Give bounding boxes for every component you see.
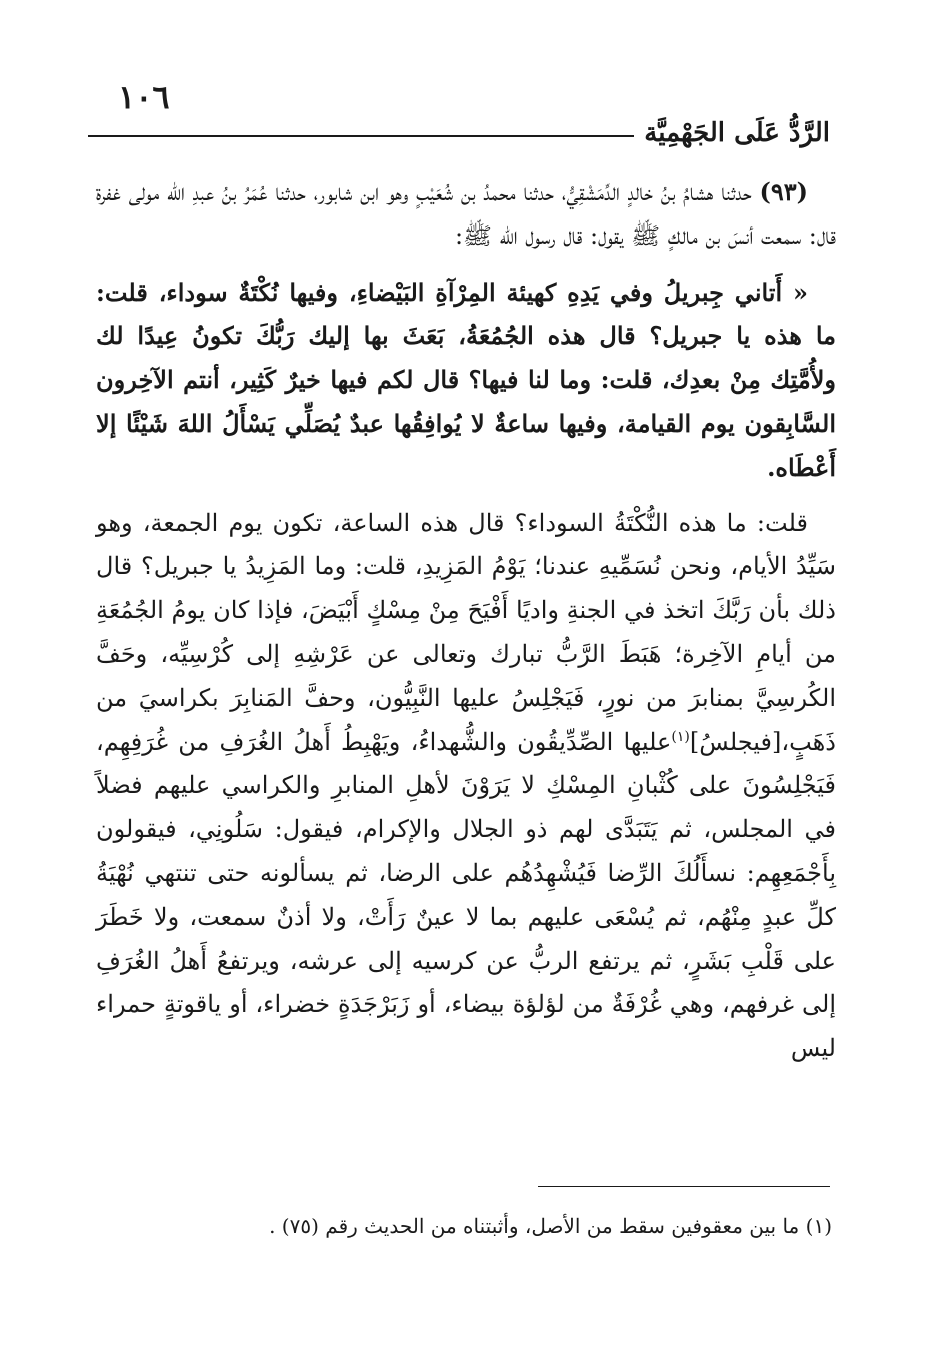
continuation-text-part1: قلت: ما هذه النُّكْتَةُ السوداء؟ قال هذه الساعة، تكون يوم الجمعة، وهو سَيِّدُ الأيام، ونحن نُسَمِّيهِ عندنا؛ يَوْمُ المَزِيدِ، قلت: وما المَزِيدُ يا جبريل؟ قال ذلك بأن رَبَّكَ اتخذ في الجنةِ واديًا أَفْيَحَ مِنْ مِسْكٍ أَبْيَضَ، فإذا كان يومُ الجُمُعَةِ من أيامِ الآخِرة؛ هَبَطَ الرَّبُّ تبارك وتعالى عن عَرْشِهِ إلى كُرْسِيِّه، وحَفَّ الكُرسِيَّ بمنابرَ من نورٍ، فَيَجْلِسُ عليها النَّبِيُّون، وحفَّ المَنابِرَ بكراسيَ من ذَهَبٍ،[فيجلسُ] bbox=[96, 508, 836, 756]
running-header bbox=[88, 118, 830, 148]
paragraph-hadith-isnad bbox=[96, 170, 836, 259]
running-header-title: الرَّدُّ عَلَى الجَهْمِيَّة bbox=[644, 118, 830, 148]
footnote: (١) ما بين معقوفين سقط من الأصل، وأثبتناه من الحديث رقم (٧٥) . bbox=[269, 1214, 832, 1238]
continuation-text-part2: عليها الصِّدِّيقُون والشُّهداءُ، ويَهْبِطُ أَهلُ الغُرَفِ من غُرَفِهِم، فَيَجْلِسُونَ على كُثْبانِ المِسْكِ لا يَرَوْنَ لأهلِ المنابرِ والكراسي عليهم فضلاً في المجلس، ثم يَتَبَدَّى لهم ذو الجلال والإكرام، فيقول: سَلُونِي، فيقولون بِأَجْمَعِهِم: نسأَلُكَ الرِّضا فَيُشْهِدُهُم على الرضا، ثم يسألونه حتى تنتهي نُهْيَةُ كلِّ عبدٍ مِنْهُم، ثم يُسْعَى عليهم بما لا عينٌ رَأَتْ، ولا أذنٌ سمعت، ولا خَطَرَ على قَلْبِ بَشَرٍ، ثم يرتفع الربُّ عن كرسيه إلى عرشه، ويرتفعُ أَهلُ الغُرَفِ إلى غرفهم، وهي غُرْفَةٌ من لؤلؤة بيضاء، أو زَبَرْجَدَةٍ خضراء، أو ياقوتةٍ حمراء ليس bbox=[96, 727, 836, 1063]
footnote-marker: (١) bbox=[671, 728, 690, 745]
isnad-text: حدثنا هشامُ بنُ خالدٍ الدِّمَشْقِيُّ، حدثنا محمدُ بن شُعَيْبٍ وهو ابن شابور، حدثنا عُمَرُ بنُ عبدِ الله مولى غفرة قال: سمعت أنسَ بن مالكٍ ﷺ يقول: قال رسول الله ﷺ: bbox=[96, 178, 836, 250]
hadith-number: (٩٣) bbox=[759, 177, 808, 206]
header-rule bbox=[88, 135, 634, 137]
footnote-rule bbox=[538, 1186, 830, 1187]
page-number: ١٠٦ bbox=[118, 78, 170, 116]
paragraph-continuation bbox=[96, 502, 836, 1071]
page-body bbox=[96, 170, 836, 1071]
paragraph-hadith-matn: « أَتاني جِبريلُ وفي يَدِهِ كهيئة المِرْآةِ البَيْضاءِ، وفيها نُكْتَةٌ سوداء، قلت: ما هذه يا جبريل؟ قال هذه الجُمُعَةُ، بَعَثَ بها إليك رَبُّكَ تكونُ عِيدًا لك ولأُمَّتِك مِنْ بعدِك، قلت: وما لنا فيها؟ قال لكم فيها خيرٌ كَثِير، أنتم الآخِرون السَّابِقون يوم القيامة، وفيها ساعةٌ لا يُوافِقُها عبدٌ يُصَلِّي يَسْأَلُ اللهَ شَيْئًا إلا أَعْطَاه. bbox=[96, 277, 836, 482]
